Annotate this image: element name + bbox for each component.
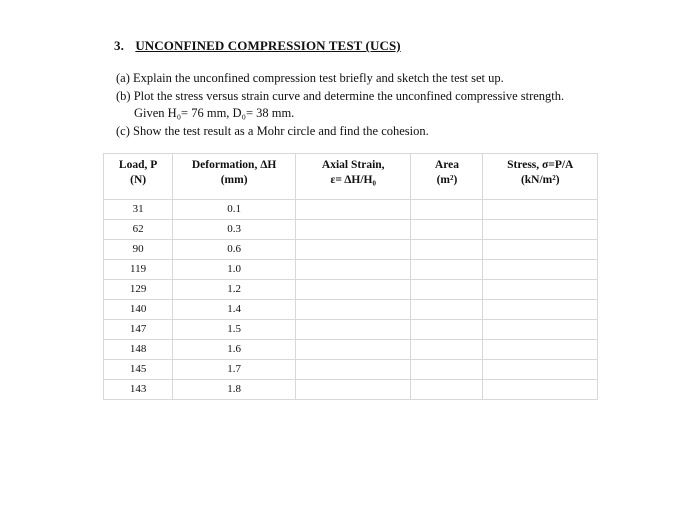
part-c <box>116 123 564 141</box>
table-row <box>104 360 598 380</box>
cell-area <box>411 240 483 260</box>
cell-load: 148 <box>104 340 173 360</box>
cell-stress <box>483 360 598 380</box>
cell-deformation: 0.1 <box>173 200 296 220</box>
cell-axial-strain <box>296 260 411 280</box>
cell-deformation: 1.7 <box>173 360 296 380</box>
cell-deformation: 0.3 <box>173 220 296 240</box>
header-area-line2: (m²) <box>436 174 458 186</box>
header-axial-strain <box>296 154 411 200</box>
header-deformation-line2: (mm) <box>220 174 248 186</box>
cell-area <box>411 360 483 380</box>
header-axial-strain-line2: ε= ΔH/H₀ <box>330 174 376 186</box>
header-area-line1: Area <box>434 159 459 171</box>
cell-load: 140 <box>104 300 173 320</box>
cell-stress <box>483 240 598 260</box>
table-row <box>104 340 598 360</box>
part-b-label: (b) <box>116 88 131 103</box>
cell-axial-strain <box>296 240 411 260</box>
cell-deformation: 1.5 <box>173 320 296 340</box>
header-stress <box>483 154 598 200</box>
cell-load: 143 <box>104 380 173 400</box>
cell-axial-strain <box>296 300 411 320</box>
part-a <box>116 70 564 88</box>
cell-stress <box>483 200 598 220</box>
cell-axial-strain <box>296 220 411 240</box>
header-deformation-line1: Deformation, ΔH <box>191 159 277 171</box>
header-deformation <box>173 154 296 200</box>
header-area <box>411 154 483 200</box>
cell-load: 31 <box>104 200 173 220</box>
cell-area <box>411 220 483 240</box>
cell-area <box>411 280 483 300</box>
cell-deformation: 1.0 <box>173 260 296 280</box>
cell-load: 62 <box>104 220 173 240</box>
cell-deformation: 1.8 <box>173 380 296 400</box>
table-row <box>104 320 598 340</box>
question-number: 3. <box>114 38 124 53</box>
cell-stress <box>483 280 598 300</box>
part-b <box>116 88 564 123</box>
part-c-label: (c) <box>116 123 130 138</box>
table-row <box>104 200 598 220</box>
table-row <box>104 380 598 400</box>
cell-stress <box>483 260 598 280</box>
header-load <box>104 154 173 200</box>
part-a-label: (a) <box>116 71 130 85</box>
cell-area <box>411 380 483 400</box>
table-row <box>104 260 598 280</box>
cell-axial-strain <box>296 280 411 300</box>
cell-load: 129 <box>104 280 173 300</box>
cell-axial-strain <box>296 320 411 340</box>
question-title: UNCONFINED COMPRESSION TEST (UCS) <box>135 38 401 53</box>
header-stress-line2: (kN/m²) <box>520 174 560 186</box>
header-load-line2: (N) <box>130 174 147 186</box>
table-row <box>104 220 598 240</box>
cell-axial-strain <box>296 360 411 380</box>
cell-stress <box>483 220 598 240</box>
part-b-given: Given H₀= 76 mm, D₀= 38 mm. <box>134 106 295 120</box>
cell-area <box>411 200 483 220</box>
table-row <box>104 280 598 300</box>
table-header-row <box>104 154 598 200</box>
cell-deformation: 1.4 <box>173 300 296 320</box>
cell-stress <box>483 300 598 320</box>
cell-area <box>411 300 483 320</box>
cell-axial-strain <box>296 200 411 220</box>
cell-area <box>411 260 483 280</box>
table-row <box>104 240 598 260</box>
header-axial-strain-line1: Axial Strain, <box>321 159 385 171</box>
part-c-text: Show the test result as a Mohr circle and find the cohesion. <box>133 123 429 138</box>
cell-area <box>411 320 483 340</box>
question-heading <box>114 38 401 54</box>
part-b-text: Plot the stress versus strain curve and determine the unconfined compressive strength. <box>133 88 565 103</box>
cell-load: 119 <box>104 260 173 280</box>
part-a-text: Explain the unconfined compression test briefly and sketch the test set up. <box>133 71 504 85</box>
cell-stress <box>483 380 598 400</box>
question-parts <box>116 70 564 140</box>
ucs-data-table <box>103 153 598 400</box>
cell-load: 147 <box>104 320 173 340</box>
cell-deformation: 0.6 <box>173 240 296 260</box>
cell-load: 90 <box>104 240 173 260</box>
cell-deformation: 1.2 <box>173 280 296 300</box>
header-stress-line1: Stress, σ=P/A <box>507 159 574 171</box>
header-load-line1: Load, P <box>118 159 158 171</box>
cell-load: 145 <box>104 360 173 380</box>
cell-axial-strain <box>296 340 411 360</box>
table-row <box>104 300 598 320</box>
cell-deformation: 1.6 <box>173 340 296 360</box>
cell-area <box>411 340 483 360</box>
cell-axial-strain <box>296 380 411 400</box>
cell-stress <box>483 320 598 340</box>
cell-stress <box>483 340 598 360</box>
